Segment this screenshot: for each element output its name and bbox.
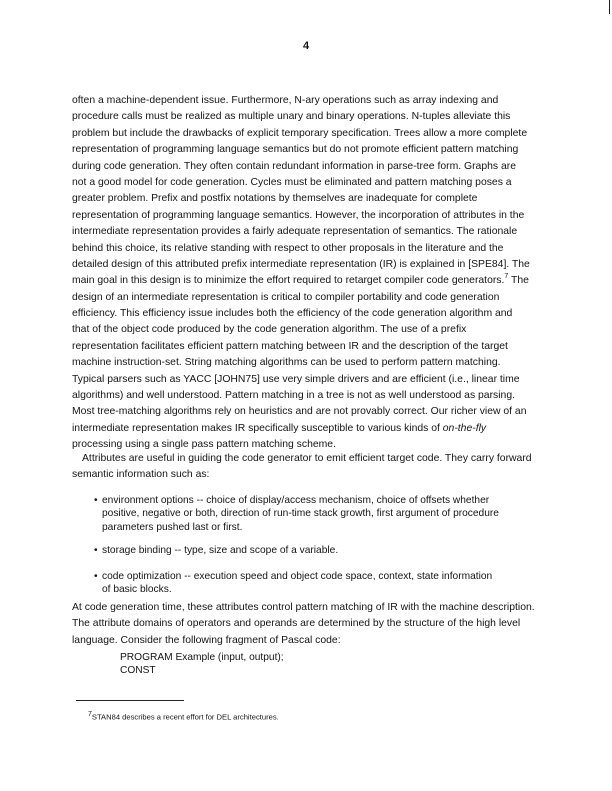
bullet-icon: • <box>94 571 98 582</box>
text-line: algorithms) and well understood. Pattern matching in a tree is not as well understood as parsing. <box>72 390 515 402</box>
code-line: PROGRAM Example (input, output); <box>120 652 284 663</box>
text-line: procedure calls must be realized as multiple unary and binary operations. N-tuples alleviate this <box>72 111 511 123</box>
footnote-marker: 7 <box>88 711 92 718</box>
footnote-ref: 7 <box>504 273 509 281</box>
text-line: machine instruction-set. String matching algorithms can be used to perform pattern matching. <box>72 357 501 369</box>
text-line: code optimization -- execution speed and object code space, context, state information <box>102 571 493 582</box>
text-line: representation facilitates efficient pattern matching between IR and the description of the target <box>72 340 508 352</box>
text-line: detailed design of this attributed prefix intermediate representation (IR) is explained in [SPE84]. The <box>72 258 530 270</box>
text-line-with-footnote <box>72 273 552 289</box>
text-segment: main goal in this design is to minimize the effort required to retarget compiler code generators. <box>72 275 505 287</box>
text-line: representation of programming language semantics. However, the incorporation of attributes in the <box>72 209 525 221</box>
text-line: language. Consider the following fragment of Pascal code: <box>72 634 341 646</box>
text-segment: intermediate representation makes IR specifically susceptible to various kinds of <box>72 422 443 434</box>
text-line: that of the object code produced by the code generation algorithm. The use of a prefix <box>72 324 467 336</box>
text-line: greater problem. Prefix and postfix notations by themselves are inadequate for complete <box>72 193 478 205</box>
page-edge-mark <box>609 0 610 14</box>
page-number: 4 <box>302 40 310 52</box>
footnote-divider <box>76 700 184 701</box>
text-line: The attribute domains of operators and operands are determined by the structure of the high level <box>72 618 521 630</box>
bullet-icon: • <box>94 545 98 556</box>
bullet-item-environment-options <box>94 494 499 534</box>
text-line: intermediate representation provides a fairly adequate representation of semantics. The rationale <box>72 226 518 238</box>
text-line: problem but include the drawbacks of explicit temporary specification. Trees allow a more complete <box>72 127 528 139</box>
text-line: positive, negative or both, direction of run-time stack growth, first argument of procedure <box>102 508 499 520</box>
text-line: not a good model for code generation. Cycles must be eliminated and pattern matching poses a <box>72 176 512 188</box>
bullet-icon: • <box>94 495 98 506</box>
text-line: Attributes are useful in guiding the code generator to emit efficient target code. They carry forward <box>82 453 532 464</box>
text-line: representation of programming language semantics but do not promote efficient pattern matching <box>72 144 519 156</box>
paragraph-3 <box>72 600 535 649</box>
text-line: At code generation time, these attributes control pattern matching of IR with the machine description. <box>72 602 535 613</box>
paragraph-1 <box>72 93 552 454</box>
italic-term: on-the-fly <box>442 422 487 434</box>
text-line: behind this choice, its relative standing with respect to other proposals in the literature and the <box>72 242 504 254</box>
footnote-text: STAN84 describes a recent effort for DEL architectures. <box>91 712 279 722</box>
text-line: during code generation. They often contain redundant information in parse-tree form. Graphs are <box>72 160 516 172</box>
text-line: Most tree-matching algorithms rely on heuristics and are not provably correct. Our richer view of an <box>72 406 527 418</box>
text-line: environment options -- choice of display/access mechanism, choice of offsets whether <box>102 495 490 506</box>
paragraph-2 <box>72 451 562 484</box>
footnote <box>88 711 279 722</box>
text-line: Typical parsers such as YACC [JOHN75] use very simple drivers and are efficient (i.e., linear time <box>72 373 520 385</box>
bullet-item-code-optimization <box>94 570 492 597</box>
text-line: semantic information such as: <box>72 469 210 481</box>
text-line: design of an intermediate representation is critical to compiler portability and code generation <box>72 291 500 303</box>
text-line: often a machine-dependent issue. Furthermore, N-ary operations such as array indexing and <box>72 95 499 106</box>
text-line: parameters pushed last or first. <box>102 521 243 533</box>
text-line: of basic blocks. <box>102 584 172 596</box>
text-line: storage binding -- type, size and scope of a variable. <box>102 545 339 556</box>
text-line: processing using a single pass pattern matching scheme. <box>72 439 336 451</box>
text-line-with-italic <box>72 421 552 437</box>
text-line: efficiency. This efficiency issue includes both the efficiency of the code generation algorithm and <box>72 308 513 320</box>
code-line: CONST <box>120 665 156 677</box>
bullet-item-storage-binding <box>94 544 338 557</box>
text-segment: The <box>508 275 529 287</box>
pascal-code-fragment <box>120 651 284 678</box>
